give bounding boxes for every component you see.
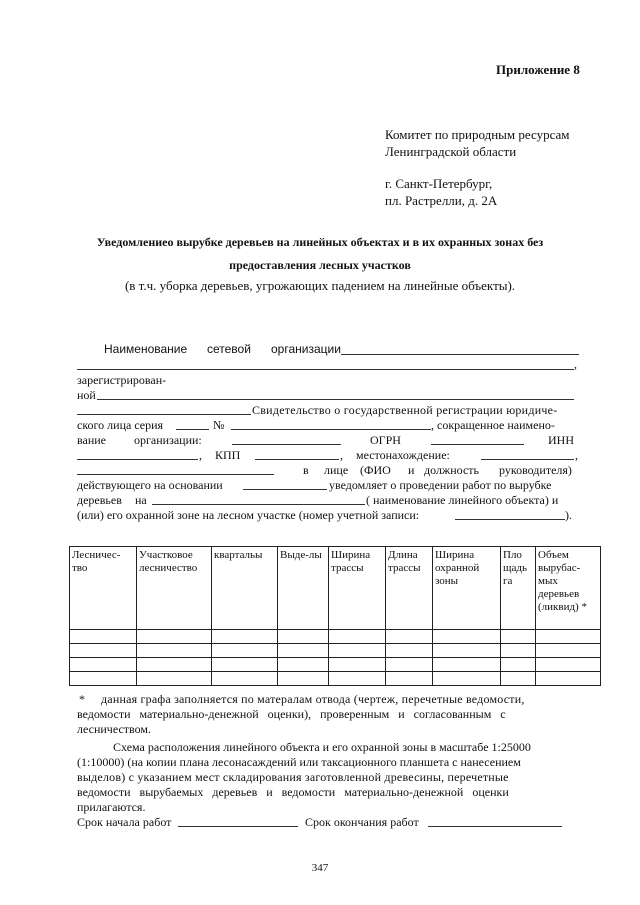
- in-word: в: [303, 463, 309, 477]
- scheme-line-2: (1:10000) (на копии плана лесонасаждений или таксационного планшета с нанесением: [77, 755, 521, 769]
- table-cell[interactable]: [278, 630, 329, 644]
- org-name-label: [104, 342, 187, 356]
- table-cell[interactable]: [212, 630, 278, 644]
- scheme-line-1: Схема расположения линейного объекта и его охранной зоны в масштабе 1:25000: [113, 740, 531, 754]
- certificate-label: Свидетельство о государственной регистрации юридиче-: [252, 403, 558, 417]
- location-field[interactable]: [481, 459, 574, 460]
- table-cell[interactable]: [137, 644, 212, 658]
- table-cell[interactable]: [137, 672, 212, 686]
- inn-label: ИНН: [548, 433, 574, 447]
- number-field[interactable]: [231, 429, 431, 430]
- table-row: [70, 658, 601, 672]
- table-cell[interactable]: [386, 672, 433, 686]
- kpp-label: КПП: [215, 448, 241, 462]
- table-cell[interactable]: [386, 644, 433, 658]
- addressee-line-1: Комитет по природным ресурсам: [385, 127, 570, 142]
- table-cell[interactable]: [329, 630, 386, 644]
- table-cell[interactable]: [536, 630, 601, 644]
- table-cell[interactable]: [536, 658, 601, 672]
- trees-label: деревьев: [77, 493, 122, 507]
- table-cell[interactable]: [278, 672, 329, 686]
- org-name-word-3: организации: [271, 342, 341, 356]
- record-number-field[interactable]: [455, 519, 565, 520]
- plots-table: [69, 546, 601, 686]
- table-header-cell: Участковое лесничество: [137, 547, 212, 630]
- addressee-line-2: Ленинградской области: [385, 144, 517, 159]
- end-date-field[interactable]: [428, 826, 562, 827]
- table-cell[interactable]: [536, 672, 601, 686]
- table-row: [70, 644, 601, 658]
- registered-label: зарегистрирован-: [77, 373, 167, 387]
- footnote-line-1: данная графа заполняется по матералам отвода (чертеж, перечетные ведомости,: [101, 692, 525, 706]
- certificate-field[interactable]: [77, 414, 251, 415]
- table-header-cell: квартальы: [212, 547, 278, 630]
- person-word: лице: [324, 463, 349, 477]
- table-cell[interactable]: [501, 658, 536, 672]
- title-line-2: предоставления лесных участков: [229, 258, 411, 272]
- registered-label-2: ной: [77, 388, 96, 402]
- table-cell[interactable]: [137, 630, 212, 644]
- table-cell[interactable]: [433, 644, 501, 658]
- comma: ,: [574, 357, 577, 371]
- table-cell[interactable]: [212, 644, 278, 658]
- start-date-label: Срок начала работ: [77, 815, 172, 829]
- footnote-asterisk: *: [79, 692, 85, 706]
- table-header-cell: Пло щадь га: [501, 547, 536, 630]
- series-field[interactable]: [176, 429, 209, 430]
- title-subline: (в т.ч. уборка деревьев, угрожающих падением на линейные объекты).: [124, 278, 516, 293]
- table-cell[interactable]: [212, 672, 278, 686]
- acting-label: действующего на основании: [77, 478, 223, 492]
- on-label: на: [135, 493, 147, 507]
- footnote-line-3: лесничеством.: [77, 722, 151, 736]
- table-header-cell: Выде-лы: [278, 547, 329, 630]
- series-label: ского лица серия: [77, 418, 164, 432]
- title-line-1: Уведомлениео вырубке деревьев на линейных объектах и в их охранных зонах без: [96, 235, 544, 249]
- linear-object-field[interactable]: [152, 504, 365, 505]
- table-header-cell: Длина трассы: [386, 547, 433, 630]
- table-cell[interactable]: [329, 672, 386, 686]
- registered-field[interactable]: [97, 399, 574, 400]
- table-row: [70, 672, 601, 686]
- ogrn-field[interactable]: [431, 444, 524, 445]
- table-cell[interactable]: [70, 658, 137, 672]
- org-name-word-1: Наименование: [104, 342, 188, 356]
- table-row: [70, 630, 601, 644]
- and-word: и: [408, 463, 415, 477]
- table-cell[interactable]: [501, 630, 536, 644]
- fio-word: (ФИО: [360, 463, 391, 477]
- org-name-field-2[interactable]: [77, 369, 574, 370]
- appendix-label: Приложение 8: [496, 62, 580, 77]
- kpp-field[interactable]: [255, 459, 339, 460]
- notifies-label: уведомляет о проведении работ по вырубке: [329, 478, 552, 492]
- basis-field[interactable]: [243, 489, 327, 490]
- table-header-cell: Лесничес-тво: [70, 547, 137, 630]
- short-name-field[interactable]: [232, 444, 341, 445]
- comma-3: ,: [340, 448, 343, 462]
- table-cell[interactable]: [386, 658, 433, 672]
- table-cell[interactable]: [536, 644, 601, 658]
- table-cell[interactable]: [278, 644, 329, 658]
- table-cell[interactable]: [212, 658, 278, 672]
- addressee-line-4: пл. Растрелли, д. 2А: [385, 193, 498, 208]
- naming-label: вание: [77, 433, 107, 447]
- number-sign: №: [213, 418, 225, 432]
- table-cell[interactable]: [433, 658, 501, 672]
- position-word: должность: [424, 463, 479, 477]
- inn-field[interactable]: [77, 459, 198, 460]
- comma-4: ,: [575, 448, 578, 462]
- comma-2: ,: [199, 448, 202, 462]
- table-cell[interactable]: [386, 630, 433, 644]
- ogrn-label: ОГРН: [370, 433, 401, 447]
- short-name-label: , сокращенное наимено-: [431, 418, 555, 432]
- table-cell[interactable]: [501, 644, 536, 658]
- location-field-2[interactable]: [77, 474, 274, 475]
- table-cell[interactable]: [501, 672, 536, 686]
- closing-paren: ).: [565, 508, 572, 522]
- scheme-line-3: выделов) с указанием мест складирования заготовленной древесины, перечетные: [77, 770, 509, 784]
- start-date-field[interactable]: [178, 826, 298, 827]
- table-cell[interactable]: [70, 630, 137, 644]
- table-cell[interactable]: [70, 672, 137, 686]
- table-header-cell: Ширина охранной зоны: [433, 547, 501, 630]
- table-cell[interactable]: [70, 644, 137, 658]
- page-number: 347: [311, 862, 329, 874]
- scheme-line-5: прилагаются.: [77, 800, 146, 814]
- table-header-cell: Ширина трассы: [329, 547, 386, 630]
- linear-object-label: ( наименование линейного объекта) и: [366, 493, 559, 507]
- footnote-line-2: ведомости материально-денежной оценки), проверенным и согласованным с: [77, 707, 506, 721]
- protection-zone-label: (или) его охранной зоне на лесном участке (номер учетной записи:: [77, 508, 420, 522]
- table-header-cell: Объем вырубас-мых деревьев (ликвид) *: [536, 547, 601, 630]
- head-word: руководителя): [499, 463, 572, 477]
- table-cell[interactable]: [433, 630, 501, 644]
- end-date-label: Срок окончания работ: [305, 815, 419, 829]
- org-name-word-2: сетевой: [207, 342, 251, 356]
- table-cell[interactable]: [137, 658, 212, 672]
- org-name-field[interactable]: [341, 354, 579, 355]
- table-cell[interactable]: [329, 644, 386, 658]
- addressee-line-3: г. Санкт-Петербург,: [385, 176, 493, 191]
- org-label: организации:: [134, 433, 202, 447]
- table-cell[interactable]: [278, 658, 329, 672]
- table-cell[interactable]: [329, 658, 386, 672]
- location-label: местонахождение:: [356, 448, 450, 462]
- table-header-row: [70, 547, 601, 630]
- scheme-line-4: ведомости вырубаемых деревьев и ведомости материально-денежной оценки: [77, 785, 509, 799]
- table-cell[interactable]: [433, 672, 501, 686]
